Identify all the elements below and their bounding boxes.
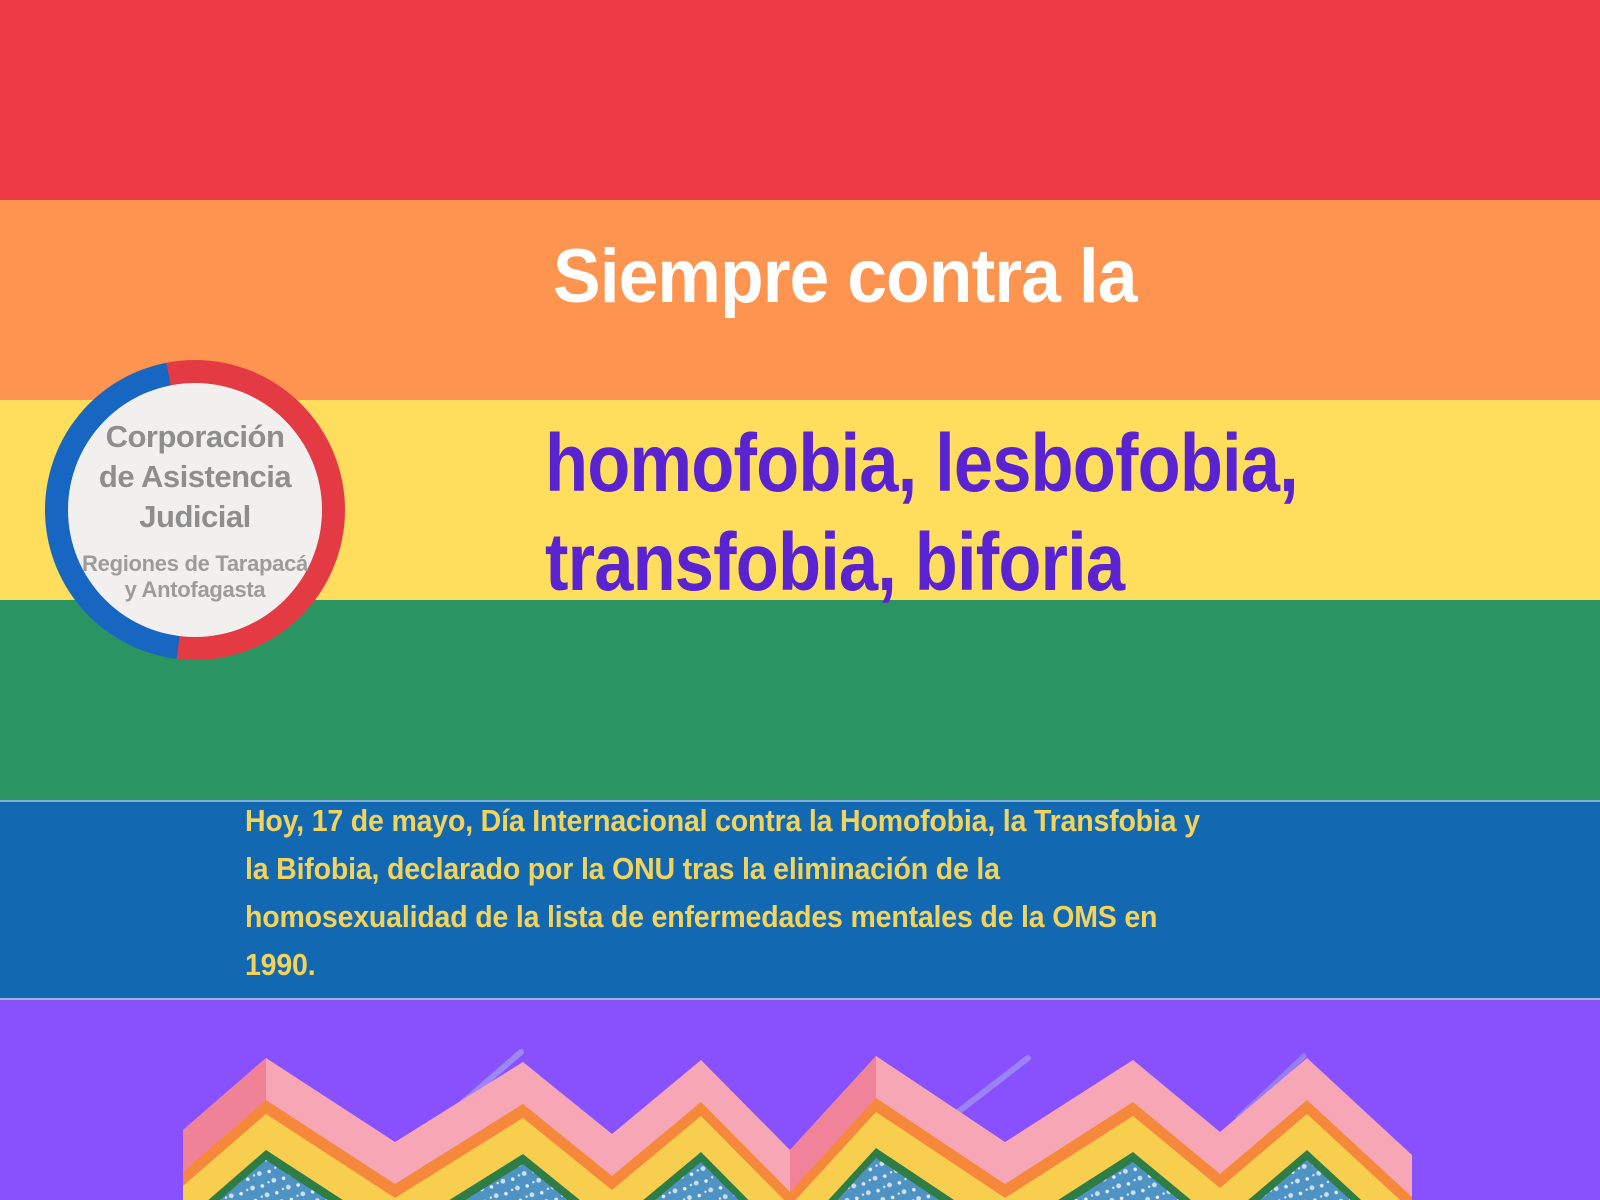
poster-headline-line1: homofobia, lesbofobia, <box>545 418 1298 509</box>
caj-logo-inner-circle <box>68 383 322 637</box>
info-paragraph-line1: Hoy, 17 de mayo, Día Internacional contra la Homofobia, la Transfobia y <box>245 803 1200 838</box>
info-paragraph <box>245 797 1200 989</box>
logo-region-line2: y Antofagasta <box>124 577 266 602</box>
logo-region-text <box>82 551 308 603</box>
poster-kicker: Siempre contra la <box>553 234 1137 319</box>
poster-headline-line2: transfobia, biforia <box>545 517 1125 608</box>
logo-org-name-line2: de Asistencia <box>98 459 292 494</box>
info-paragraph-line4: 1990. <box>245 947 316 982</box>
logo-org-name-line3: Judicial <box>139 499 251 534</box>
logo-org-name <box>99 417 291 537</box>
logo-region-line1: Regiones de Tarapacá <box>82 551 308 576</box>
logo-org-name-line1: Corporación <box>105 419 285 454</box>
info-paragraph-line3: homosexualidad de la lista de enfermedades mentales de la OMS en <box>245 899 1158 934</box>
stripe-red <box>0 0 1600 200</box>
stripe-purple <box>0 1000 1600 1200</box>
caj-logo-badge <box>45 360 345 660</box>
info-paragraph-line2: la Bifobia, declarado por la ONU tras la eliminación de la <box>245 851 1000 886</box>
poster-headline <box>545 414 1298 612</box>
